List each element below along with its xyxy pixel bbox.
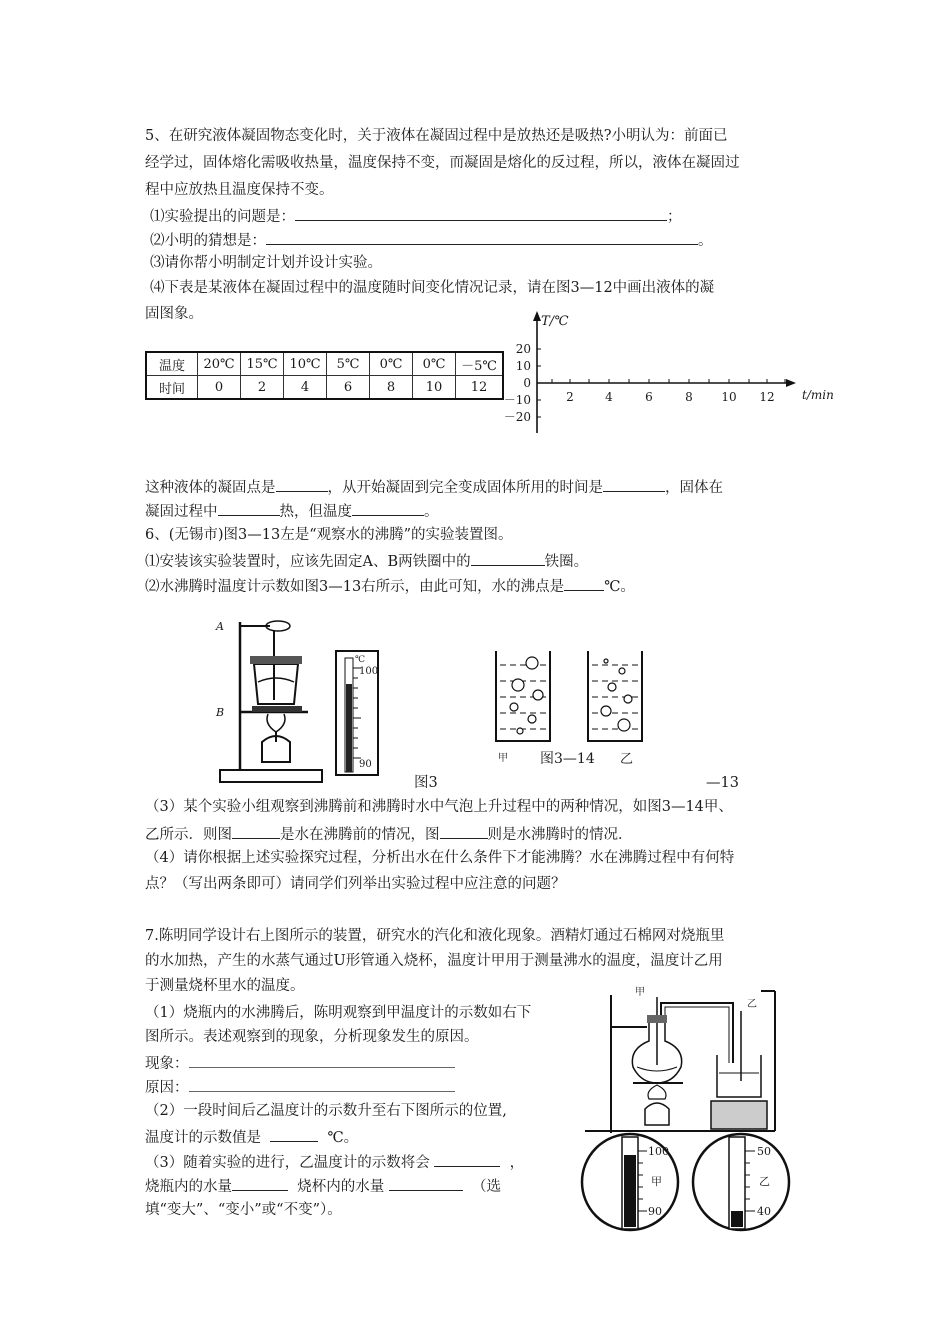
q6-boiling-point-blank[interactable] <box>564 575 604 591</box>
flame <box>648 1085 666 1099</box>
gauge-yi-50: 50 <box>757 1145 771 1158</box>
fig14-label-jia: 甲 <box>498 753 508 764</box>
table-row-time <box>146 376 503 400</box>
y-axis-label: T/℃ <box>541 314 569 329</box>
thermometer-figure <box>333 648 383 778</box>
vaporization-apparatus-figure <box>575 985 800 1240</box>
water-lines <box>500 665 638 729</box>
gauze <box>252 706 302 712</box>
q5-temperature-text: 热，但温度 <box>279 504 352 520</box>
gauge-yi-40: 40 <box>757 1205 771 1218</box>
q7-reason-label: 原因： <box>145 1080 189 1096</box>
q5-part-2 <box>150 229 713 251</box>
q7-flask-water-blank[interactable] <box>232 1175 288 1191</box>
q5-heat-blank[interactable] <box>218 500 280 516</box>
q6-part-3-text-b: 是水在沸腾前的情况，图 <box>280 827 440 843</box>
table-cell: 0 <box>198 376 241 400</box>
table-cell: 5℃ <box>327 352 370 376</box>
q6-part-4-line-1: （4）请你根据上述实验探究过程，分析出水在什么条件下才能沸腾？水在沸腾过程中有何特 <box>145 850 735 866</box>
q5-intro-line-3: 程中应放热且温度保持不变。 <box>145 182 334 198</box>
q5-duration-text: ，从开始凝固到完全变成固体所用的时间是 <box>327 480 603 496</box>
q5-part-3: ⑶请你帮小明制定计划并设计实验。 <box>150 255 382 271</box>
q7-thermometer-trend-blank[interactable] <box>434 1151 500 1167</box>
table-cell: 2 <box>241 376 284 400</box>
q7-phenomenon-label: 现象： <box>145 1056 189 1072</box>
y-axis-arrow <box>533 311 541 321</box>
label-a: A <box>216 620 224 633</box>
table-cell: 6 <box>327 376 370 400</box>
q5-freezing-point-blank[interactable] <box>276 476 328 492</box>
q5-part-2-end: 。 <box>698 233 713 249</box>
q7-intro-line-2: 的水加热，产生的水蒸气通过U形管通入烧杯，温度计甲用于测量沸水的温度，温度计乙用 <box>145 953 723 969</box>
label-jia: 甲 <box>635 987 645 998</box>
q7-part-2-text: 温度计的示数值是 <box>145 1130 261 1146</box>
bubbles-figure <box>488 645 648 770</box>
y-ticks <box>504 342 541 424</box>
fig14-caption: 图3—14 <box>540 751 595 767</box>
q7-part-1-line-2: 图所示。表述观察到的现象，分析现象发生的原因。 <box>145 1029 479 1045</box>
q5-period: 。 <box>424 504 439 520</box>
bubbles-jia <box>510 657 543 734</box>
table-cell: 10℃ <box>284 352 327 376</box>
stand-base <box>220 770 322 782</box>
q5-part-1-end: ； <box>667 209 682 225</box>
thermometer-scale <box>353 668 361 758</box>
q7-intro-line-1: 7.陈明同学设计右上图所示的装置，研究水的汽化和液化现象。酒精灯通过石棉网对烧瓶里 <box>145 928 725 944</box>
u-tube <box>661 1003 733 1063</box>
blank-coordinate-graph[interactable] <box>500 305 834 440</box>
y-tick-label: －20 <box>503 410 531 424</box>
table-cell: －5℃ <box>456 352 504 376</box>
beaker-cover <box>250 656 302 664</box>
q7-part-1-line-1: （1）烧瓶内的水沸腾后，陈明观察到甲温度计的示数如右下 <box>145 1005 532 1021</box>
table-cell: 12 <box>456 376 504 400</box>
q7-reason <box>145 1076 455 1098</box>
q6-part-3-text-c: 则是水沸腾时的情况． <box>487 827 633 843</box>
gauge-yi-scale <box>745 1151 755 1211</box>
thermometer-90: 90 <box>359 759 372 770</box>
q6-part-2 <box>145 575 635 597</box>
flask-water <box>637 1067 677 1071</box>
q6-part-2-end: ℃。 <box>604 579 635 595</box>
q6-before-boiling-blank[interactable] <box>232 823 280 839</box>
q6-part-1 <box>145 550 588 572</box>
q7-part-3-beaker-text: 烧杯内的水量 <box>297 1179 385 1195</box>
table-cell: 20℃ <box>198 352 241 376</box>
x-tick-label: 12 <box>759 390 775 404</box>
mercury-column <box>346 684 352 772</box>
q7-part-2-line-2 <box>145 1126 358 1148</box>
gauge-yi-name: 乙 <box>759 1175 770 1188</box>
q7-intro-line-3: 于测量烧杯里水的温度。 <box>145 978 305 994</box>
q5-part-1-blank[interactable] <box>295 205 667 221</box>
q7-beaker-water-blank[interactable] <box>389 1175 463 1191</box>
label-b: B <box>216 706 225 719</box>
beaker <box>717 1055 761 1097</box>
q7-part-3-text-a: （3）随着实验的进行，乙温度计的示数将会 <box>145 1155 430 1171</box>
q7-part-3-line-1 <box>145 1151 524 1173</box>
x-tick-label: 2 <box>566 390 574 404</box>
u-tube-inner <box>665 1007 729 1063</box>
gauge-jia-scale <box>638 1151 647 1211</box>
q5-freezing-point-text: 这种液体的凝固点是 <box>145 480 276 496</box>
q5-part-1-text: ⑴实验提出的问题是： <box>150 209 295 225</box>
q5-intro-line-2: 经学过，固体熔化需吸收热量，温度保持不变，而凝固是熔化的反过程，所以，液体在凝固过 <box>145 155 740 171</box>
x-tick-label: 8 <box>685 390 693 404</box>
gauge-jia-100: 100 <box>648 1145 669 1158</box>
q7-reason-blank[interactable] <box>189 1076 455 1092</box>
temperature-time-table <box>145 351 504 400</box>
beaker-block <box>711 1101 767 1129</box>
x-tick-label: 10 <box>721 390 737 404</box>
q6-part-2-text: ⑵水沸腾时温度计示数如图3—13右所示，由此可知，水的沸点是 <box>145 579 565 595</box>
q5-temperature-blank[interactable] <box>352 500 424 516</box>
q7-part-3-line-2 <box>145 1175 501 1197</box>
table-cell: 4 <box>284 376 327 400</box>
bubbles-yi <box>601 659 632 731</box>
y-tick-label: 0 <box>523 376 531 390</box>
y-tick-label: －10 <box>503 393 531 407</box>
y-tick-label: 10 <box>515 359 531 373</box>
q5-process-text: 凝固过程中 <box>145 504 218 520</box>
label-yi: 乙 <box>747 999 757 1010</box>
q6-part-1-text: ⑴安装该实验装置时，应该先固定A、B两铁圈中的 <box>145 554 471 570</box>
beaker <box>254 664 298 704</box>
x-tick-label: 4 <box>605 390 613 404</box>
boiling-apparatus-figure <box>210 612 330 787</box>
x-axis-label: t/min <box>802 388 834 402</box>
q5-part-2-text: ⑵小明的猜想是： <box>150 233 266 249</box>
q7-part-2-line-1: （2）一段时间后乙温度计的示数升至右下图所示的位置, <box>145 1103 507 1119</box>
flame <box>267 714 285 732</box>
q7-part-3-comma: ， <box>509 1155 525 1171</box>
fig13-caption-right: —13 <box>706 775 739 791</box>
q6-part-4-line-2: 点？（写出两条即可）请同学们列举出实验过程中应注意的问题？ <box>145 876 566 892</box>
q7-part-3-choose: （选 <box>472 1179 502 1195</box>
q5-intro-line-1: 5、在研究液体凝固物态变化时，关于液体在凝固过程中是放热还是吸热?小明认为：前面已 <box>145 128 728 144</box>
q5-part-4-line-2: 固图象。 <box>145 306 203 322</box>
x-tick-label: 6 <box>645 390 653 404</box>
q6-part-1-end: 铁圈。 <box>544 554 589 570</box>
fig13-caption-left: 图3 <box>414 775 438 791</box>
q7-phenomenon <box>145 1052 455 1074</box>
q7-part-2-unit: ℃。 <box>327 1130 359 1146</box>
q7-part-3-line-3: 填“变大”、“变小”或“不变”）。 <box>145 1202 342 1218</box>
table-header-time: 时间 <box>146 376 198 400</box>
q5-answer-line-1 <box>145 476 723 498</box>
thermometer-unit: ℃ <box>355 655 366 665</box>
q7-phenomenon-blank[interactable] <box>189 1052 455 1068</box>
q6-part-3-line-2 <box>145 823 633 845</box>
water-line <box>258 678 294 682</box>
q7-part-3-flask-text: 烧瓶内的水量 <box>145 1179 232 1195</box>
thermometer-100: 100 <box>359 666 379 677</box>
gauge-jia-mercury <box>624 1155 636 1227</box>
q5-part-2-blank[interactable] <box>266 229 698 245</box>
q5-part-4-line-1: ⑷下表是某液体在凝固过程中的温度随时间变化情况记录，请在图3—12中画出液体的凝 <box>150 280 715 296</box>
table-cell: 0℃ <box>413 352 456 376</box>
flask-stopper <box>647 1015 667 1023</box>
alcohol-lamp <box>645 1103 669 1125</box>
y-tick-label: 20 <box>515 342 531 356</box>
table-cell: 0℃ <box>370 352 413 376</box>
q5-answer-line-2 <box>145 500 439 522</box>
x-axis-arrow <box>786 379 796 387</box>
q6-title: 6、(无锡市)图3—13左是“观察水的沸腾”的实验装置图。 <box>145 527 513 543</box>
q7-reading-blank[interactable] <box>270 1126 318 1142</box>
q5-duration-blank[interactable] <box>603 476 665 492</box>
q5-part-1 <box>150 205 682 227</box>
q5-solid-text: ，固体在 <box>665 480 723 496</box>
gauge-jia-name: 甲 <box>651 1175 662 1188</box>
table-header-temperature: 温度 <box>146 352 198 376</box>
table-cell: 10 <box>413 376 456 400</box>
q6-ring-blank[interactable] <box>471 550 545 566</box>
table-row-temperature <box>146 352 503 376</box>
gauge-jia-90: 90 <box>648 1205 662 1218</box>
table-cell: 15℃ <box>241 352 284 376</box>
q6-part-3-line-1: （3）某个实验小组观察到沸腾前和沸腾时水中气泡上升过程中的两种情况，如图3—14甲、 <box>145 799 733 815</box>
fig14-label-yi: 乙 <box>620 752 634 767</box>
q6-during-boiling-blank[interactable] <box>440 823 488 839</box>
gauge-yi-mercury <box>731 1211 743 1227</box>
q6-part-3-text-a: 乙所示．则图 <box>145 827 232 843</box>
table-cell: 8 <box>370 376 413 400</box>
